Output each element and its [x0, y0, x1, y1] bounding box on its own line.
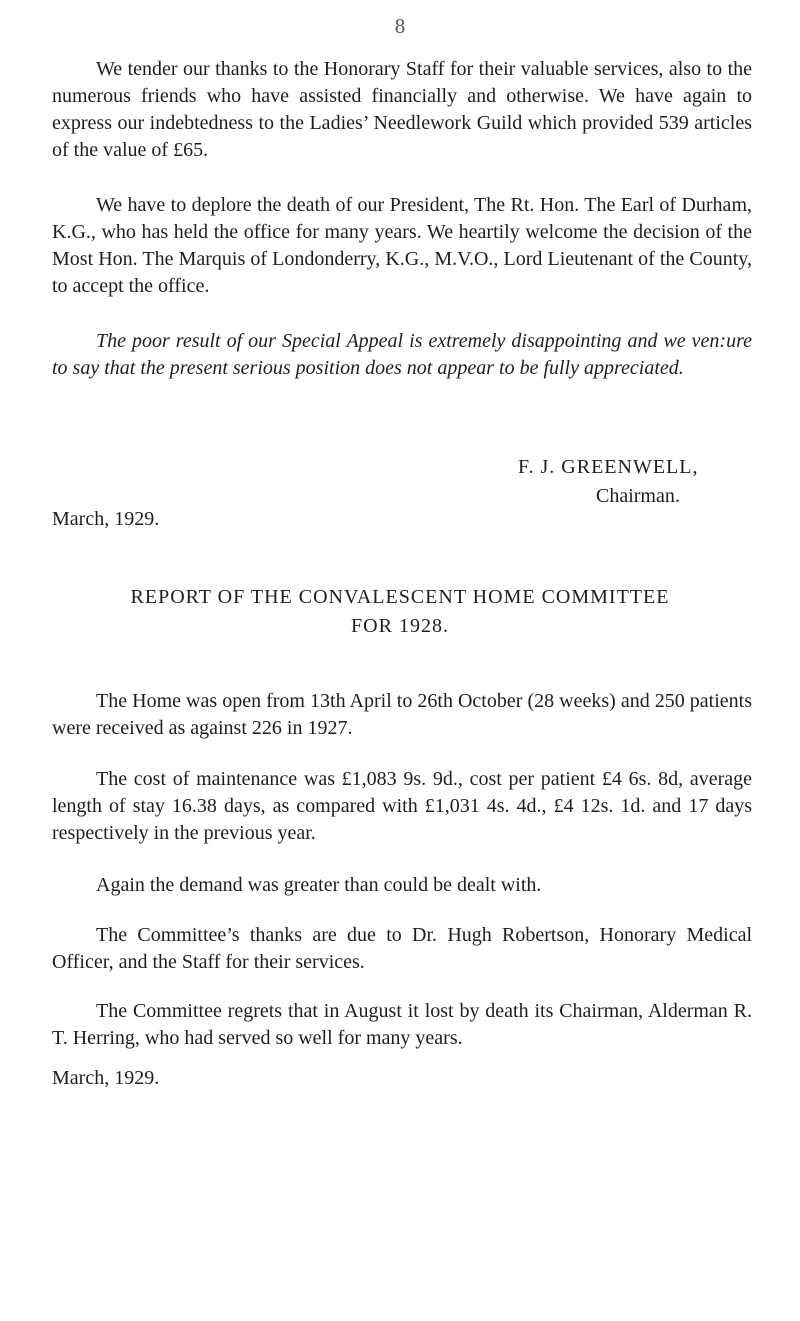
signature-title: Chairman. — [596, 485, 680, 507]
report-heading-line1: REPORT OF THE CONVALESCENT HOME COMMITTEE — [130, 586, 670, 608]
report-paragraph-demand: Again the demand was greater than could be dealt with. — [96, 874, 542, 896]
thanks-paragraph: We tender our thanks to the Honorary Staff for their valuable services, also to the numerous friends who have assisted financially and otherwise. We have again to express our indebtedness to the Ladies’ Needlework Guild which provided 539 articles of the value of £65. — [52, 58, 752, 161]
signature-name: F. J. GREENWELL, — [518, 456, 699, 478]
signature-date: March, 1929. — [52, 508, 160, 530]
report-date: March, 1929. — [52, 1067, 160, 1089]
report-heading — [0, 583, 800, 641]
report-paragraph-chairman-death: The Committee regrets that in August it lost by death its Chairman, Alderman R. T. Herring, who had served so well for many years. — [52, 1000, 752, 1049]
president-paragraph: We have to deplore the death of our President, The Rt. Hon. The Earl of Durham, K.G., who has held the office for many years. We heartily welcome the decision of the Most Hon. The Marquis of Londonderry, K.G., M.V.O., Lord Lieutenant of the County, to accept the office. — [52, 194, 752, 297]
report-paragraph-thanks: The Committee’s thanks are due to Dr. Hugh Robertson, Honorary Medical Officer, and the Staff for their services. — [52, 924, 752, 973]
page-number: 8 — [394, 14, 406, 38]
report-heading-line2: FOR 1928. — [351, 615, 449, 637]
report-paragraph-cost: The cost of maintenance was £1,083 9s. 9d., cost per patient £4 6s. 8d, average length of stay 16.38 days, as compared with £1,031 4s. 4d., £4 12s. 1d. and 17 days respectively in the previous year. — [52, 768, 752, 844]
appeal-note: The poor result of our Special Appeal is extremely disappointing and we ven:ure to say that the present serious position does not appear to be fully appreciated. — [52, 330, 752, 379]
report-paragraph-opening: The Home was open from 13th April to 26th October (28 weeks) and 250 patients were received as against 226 in 1927. — [52, 690, 752, 739]
